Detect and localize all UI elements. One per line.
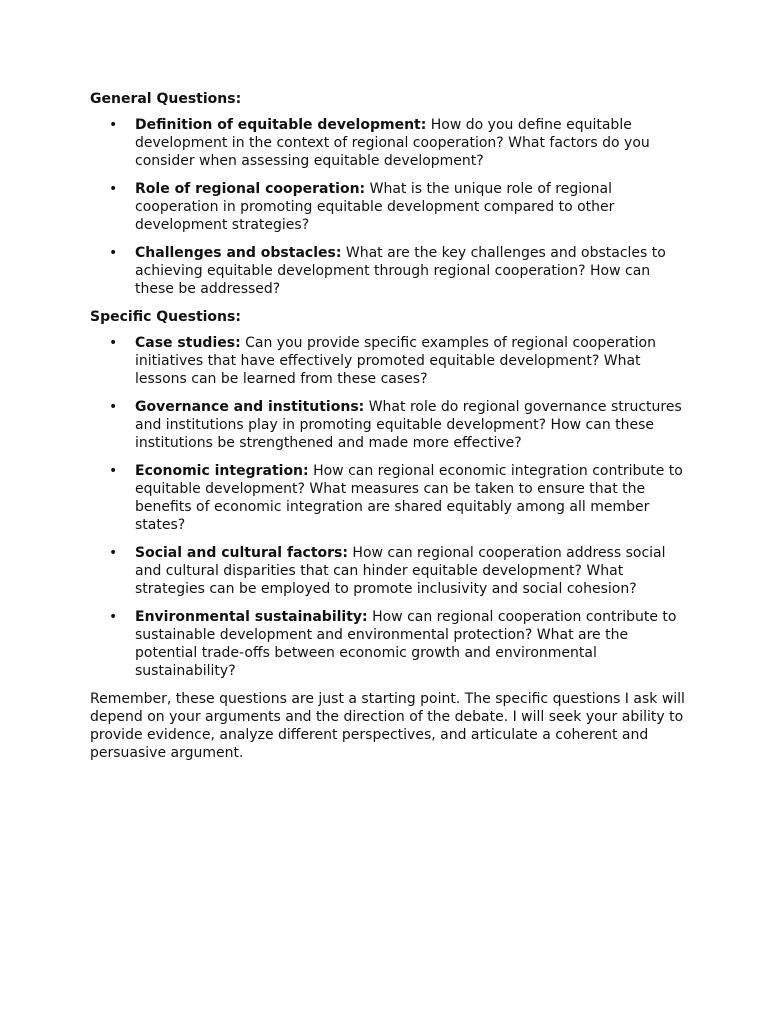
bullet-icon: •	[109, 545, 118, 561]
item-text: How can regional cooperation contribute to sustainable development and environmental protection? What are the potential trade-offs between economic growth and environmental sustainability?	[135, 609, 677, 679]
bullet-icon: •	[109, 399, 118, 415]
general-questions-list	[90, 116, 686, 298]
item-text: What role do regional governance structures and institutions play in promoting equitable development? How can these institutions be strengthened and made more effective?	[135, 399, 682, 451]
list-item	[90, 180, 686, 234]
item-term: Role of regional cooperation:	[135, 181, 366, 197]
item-term: Definition of equitable development:	[135, 117, 427, 133]
item-term: Environmental sustainability:	[135, 609, 368, 625]
item-term: Social and cultural factors:	[135, 545, 348, 561]
bullet-icon: •	[109, 245, 118, 261]
specific-questions-heading: Specific Questions:	[90, 309, 241, 325]
list-item	[90, 398, 686, 452]
item-text: How do you define equitable development in the context of regional cooperation? What factors do you consider when assessing equitable development?	[135, 117, 650, 169]
item-text: What are the key challenges and obstacles to achieving equitable development through regional cooperation? How can these be addressed?	[135, 245, 666, 297]
item-term: Case studies:	[135, 335, 241, 351]
item-term: Challenges and obstacles:	[135, 245, 342, 261]
bullet-icon: •	[109, 117, 118, 133]
list-item	[90, 244, 686, 298]
item-text: How can regional cooperation address social and cultural disparities that can hinder equitable development? What strategies can be employed to promote inclusivity and social cohesion?	[135, 545, 666, 597]
list-item	[90, 334, 686, 388]
list-item	[90, 544, 686, 598]
document-body	[90, 90, 686, 776]
item-text: How can regional economic integration contribute to equitable development? What measures can be taken to ensure that the benefits of economic integration are shared equitably among all member states?	[135, 463, 683, 533]
list-item	[90, 462, 686, 534]
closing-paragraph: Remember, these questions are just a starting point. The specific questions I ask will depend on your arguments and the direction of the debate. I will seek your ability to provide evidence, analyze different perspectives, and articulate a coherent and persuasive argument.	[90, 691, 685, 761]
item-term: Economic integration:	[135, 463, 309, 479]
list-item	[90, 608, 686, 680]
item-text: What is the unique role of regional cooperation in promoting equitable development compared to other development strategies?	[135, 181, 615, 233]
item-term: Governance and institutions:	[135, 399, 365, 415]
general-questions-heading: General Questions:	[90, 91, 242, 107]
bullet-icon: •	[109, 463, 118, 479]
bullet-icon: •	[109, 181, 118, 197]
item-text: Can you provide specific examples of regional cooperation initiatives that have effectively promoted equitable development? What lessons can be learned from these cases?	[135, 335, 656, 387]
specific-questions-list	[90, 334, 686, 680]
bullet-icon: •	[109, 609, 118, 625]
bullet-icon: •	[109, 335, 118, 351]
list-item	[90, 116, 686, 170]
